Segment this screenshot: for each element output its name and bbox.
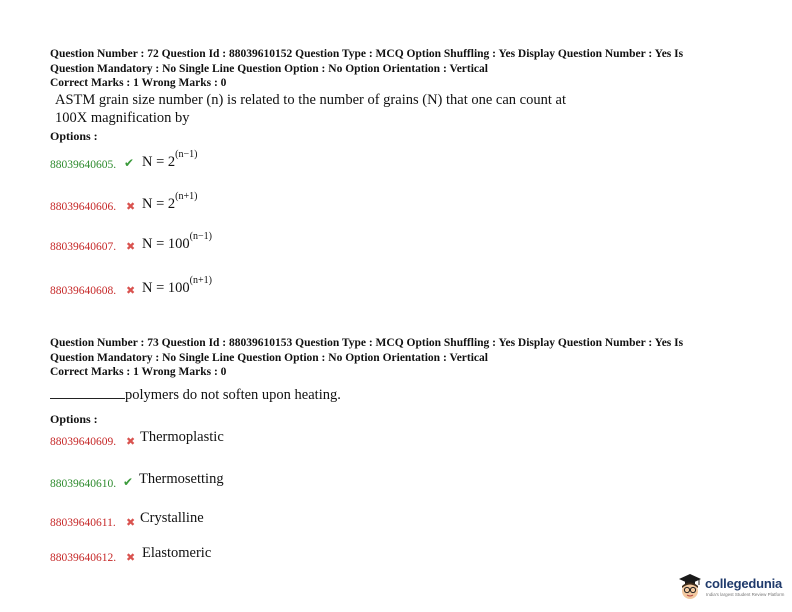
question-meta-line2: Question Mandatory : No Single Line Question Option : No Option Orientation : Vertical <box>50 62 488 75</box>
check-icon: ✔ <box>123 475 134 489</box>
option-id: 88039640607. <box>50 241 117 253</box>
question-text-line2: 100X magnification by <box>55 109 190 126</box>
question-meta-line1: Question Number : 72 Question Id : 88039610152 Question Type : MCQ Option Shuffling : Yes Display Question Number : Yes Is <box>50 48 684 60</box>
logo-wordmark: collegedunia <box>705 576 783 591</box>
option-text: Elastomeric <box>142 545 212 561</box>
options-label: Options : <box>50 128 98 143</box>
fill-in-blank <box>50 386 125 399</box>
question-marks: Correct Marks : 1 Wrong Marks : 0 <box>50 77 227 89</box>
option-text: Thermosetting <box>139 471 224 487</box>
options-label: Options : <box>50 411 98 426</box>
cross-icon: ✖ <box>126 436 136 448</box>
cross-icon: ✖ <box>126 241 136 253</box>
cross-icon: ✖ <box>126 285 136 297</box>
option-id: 88039640611. <box>50 517 116 529</box>
option-text: $N = 100^{(n-1)}$ <box>142 231 212 252</box>
check-icon: ✔ <box>124 156 135 170</box>
option-text: $N = 2^{(n-1)}$ <box>142 149 198 170</box>
option-text: Crystalline <box>140 510 204 526</box>
question-meta-line2: Question Mandatory : No Single Line Question Option : No Option Orientation : Vertical <box>50 351 488 364</box>
option-text: Thermoplastic <box>140 429 224 445</box>
question-73 <box>50 336 750 427</box>
cross-icon: ✖ <box>126 517 136 529</box>
option-id: 88039640606. <box>50 201 117 213</box>
question-text-line1: ASTM grain size number (n) is related to the number of grains (N) that one can count at <box>55 91 566 108</box>
option-text: $N = 2^{(n+1)}$ <box>142 191 198 212</box>
option-id: 88039640605. <box>50 159 117 171</box>
cross-icon: ✖ <box>126 201 136 213</box>
option-text: $N = 100^{(n+1)}$ <box>142 275 212 296</box>
question-marks: Correct Marks : 1 Wrong Marks : 0 <box>50 366 227 378</box>
option-id: 88039640608. <box>50 285 117 297</box>
question-72 <box>50 47 750 144</box>
cross-icon: ✖ <box>126 552 136 564</box>
logo-tagline: India's largest Student Review Platform <box>706 592 785 597</box>
question-text-line1: polymers do not soften upon heating. <box>50 386 750 404</box>
graduate-mascot-icon <box>678 573 702 601</box>
option-id: 88039640610. <box>50 478 117 490</box>
question-meta-line1: Question Number : 73 Question Id : 88039610153 Question Type : MCQ Option Shuffling : Yes Display Question Number : Yes Is <box>50 337 684 349</box>
collegedunia-logo <box>676 571 788 605</box>
option-id: 88039640612. <box>50 552 117 564</box>
option-id: 88039640609. <box>50 436 117 448</box>
